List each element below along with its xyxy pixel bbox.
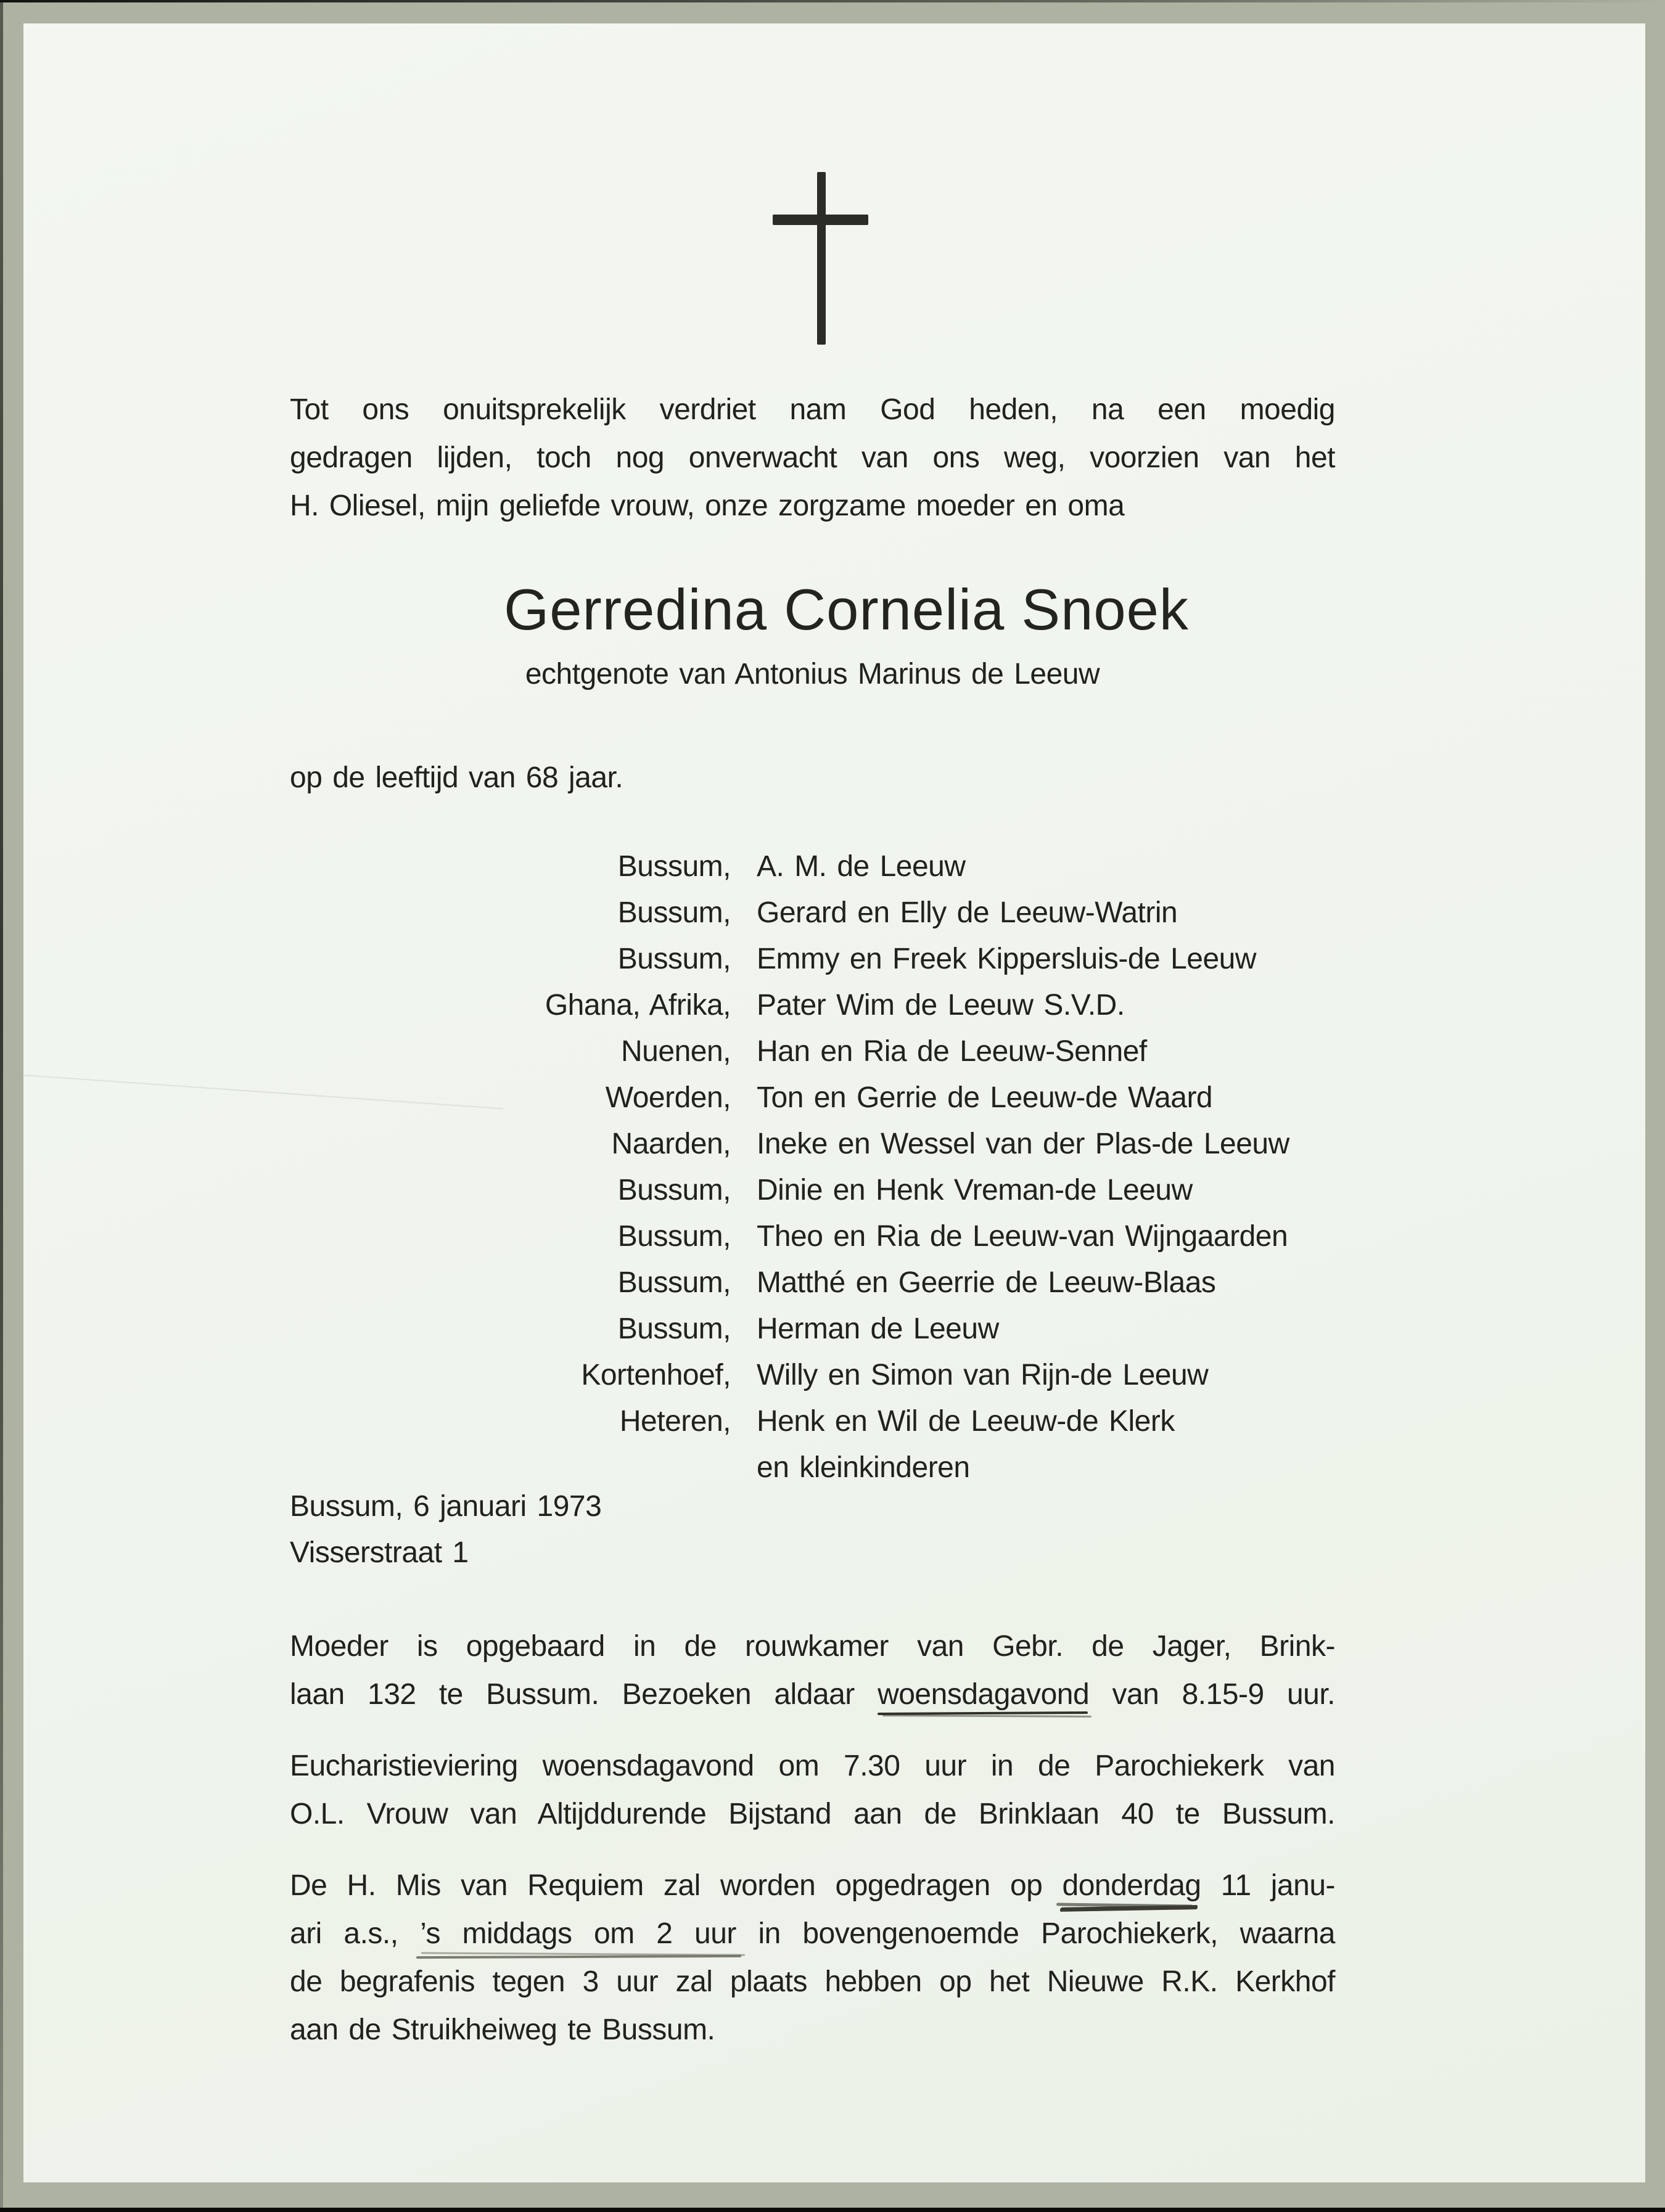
address-line: Visserstraat 1 — [290, 1536, 469, 1569]
relative-name: Dinie en Henk Vreman-de Leeuw — [757, 1174, 1193, 1206]
deceased-name: Gerredina Cornelia Snoek — [504, 577, 1189, 642]
relative-row — [290, 843, 1335, 890]
relative-name: Gerard en Elly de Leeuw-Watrin — [757, 896, 1178, 929]
scan-edge-top — [0, 0, 1665, 2]
relative-row — [290, 1306, 1335, 1352]
intro-line-3: H. Oliesel, mijn geliefde vrouw, onze zorgzame moeder en oma — [290, 490, 1125, 522]
relative-row — [290, 1352, 1335, 1398]
cross-icon — [773, 172, 868, 345]
relative-name: Ton en Gerrie de Leeuw-de Waard — [757, 1081, 1213, 1114]
relative-place: Ghana, Afrika, — [545, 989, 731, 1022]
relative-name: Theo en Ria de Leeuw-van Wijngaarden — [757, 1220, 1288, 1253]
relative-place: Heteren, — [619, 1405, 731, 1438]
relative-place: Bussum, — [617, 1313, 731, 1345]
intro-line-1: Tot ons onuitsprekelijk verdriet nam God heden, na een moedig — [290, 393, 1335, 426]
relative-place: Naarden, — [611, 1128, 731, 1160]
relative-name: Herman de Leeuw — [757, 1313, 999, 1345]
relative-place: Nuenen, — [621, 1035, 731, 1068]
memorial-card — [23, 23, 1645, 2182]
mass-line-2: O.L. Vrouw van Altijddurende Bijstand aan de Brinklaan 40 te Bussum. — [290, 1798, 1335, 1830]
scan-edge-bottom — [0, 2208, 1665, 2212]
grandchildren-line: en kleinkinderen — [757, 1451, 970, 1484]
spouse-line: echtgenote van Antonius Marinus de Leeuw — [525, 658, 1100, 690]
relative-row — [290, 890, 1335, 936]
requiem-paragraph — [290, 1862, 1335, 2054]
relative-row — [290, 1398, 1335, 1444]
relative-place: Bussum, — [617, 1220, 731, 1253]
relative-name: Ineke en Wessel van der Plas-de Leeuw — [757, 1128, 1289, 1160]
relative-place: Woerden, — [605, 1081, 731, 1114]
relative-place: Kortenhoef, — [581, 1359, 731, 1391]
age-line: op de leeftijd van 68 jaar. — [290, 761, 623, 794]
scan-edge-left — [0, 0, 3, 2212]
relative-name: Willy en Simon van Rijn-de Leeuw — [757, 1359, 1209, 1391]
relative-row — [290, 1028, 1335, 1075]
text-segment: ari a.s., — [290, 1917, 421, 1950]
relative-name: Emmy en Freek Kippersluis-de Leeuw — [757, 943, 1257, 975]
relative-place: Bussum, — [617, 896, 731, 929]
viewing-paragraph — [290, 1623, 1335, 1719]
text-segment: van 8.15-9 uur. — [1089, 1678, 1336, 1711]
viewing-line-2 — [290, 1671, 1335, 1719]
underlined-word-woensdagavond: woensdagavond — [878, 1678, 1090, 1711]
relative-row — [290, 1260, 1335, 1306]
text-segment: De H. Mis van Requiem zal worden opgedragen op — [290, 1869, 1063, 1902]
relative-row — [290, 1075, 1335, 1121]
relative-place: Bussum, — [617, 850, 731, 883]
relative-name: Han en Ria de Leeuw-Sennef — [757, 1035, 1147, 1068]
relative-name: A. M. de Leeuw — [757, 850, 966, 883]
intro-paragraph — [290, 386, 1335, 530]
requiem-line-3: de begrafenis tegen 3 uur zal plaats hebben op het Nieuwe R.K. Kerkhof — [290, 1965, 1335, 1998]
mass-line-1: Eucharistieviering woensdagavond om 7.30 uur in de Parochiekerk van — [290, 1750, 1335, 1782]
relative-row — [290, 1121, 1335, 1167]
relatives-list — [290, 843, 1335, 1491]
relative-name: Pater Wim de Leeuw S.V.D. — [757, 989, 1125, 1022]
underlined-phrase-middags: ’s middags om 2 uur — [420, 1917, 736, 1950]
relative-row — [290, 1167, 1335, 1213]
date-address-block — [290, 1483, 1335, 1576]
requiem-line-2 — [290, 1910, 1335, 1958]
relative-place: Bussum, — [617, 1174, 731, 1206]
relative-name: Matthé en Geerrie de Leeuw-Blaas — [757, 1266, 1216, 1299]
text-segment: in bovengenoemde Parochiekerk, waarna — [736, 1917, 1336, 1950]
relative-row — [290, 1213, 1335, 1260]
cross-vertical-bar — [817, 172, 826, 345]
relative-row — [290, 982, 1335, 1028]
intro-line-2: gedragen lijden, toch nog onverwacht van ons weg, voorzien van het — [290, 441, 1335, 474]
cross-horizontal-bar — [773, 215, 868, 225]
relative-place: Bussum, — [617, 1266, 731, 1299]
viewing-line-1: Moeder is opgebaard in de rouwkamer van Gebr. de Jager, Brink- — [290, 1630, 1335, 1663]
underlined-word-donderdag: donderdag — [1062, 1869, 1201, 1902]
text-segment: laan 132 te Bussum. Bezoeken aldaar — [290, 1678, 878, 1711]
requiem-line-1 — [290, 1862, 1335, 1910]
requiem-line-4: aan de Struikheiweg te Bussum. — [290, 2013, 715, 2046]
relative-row — [290, 936, 1335, 982]
relative-name: Henk en Wil de Leeuw-de Klerk — [757, 1405, 1175, 1438]
date-line: Bussum, 6 januari 1973 — [290, 1490, 602, 1523]
relative-place: Bussum, — [617, 943, 731, 975]
text-segment: 11 janu- — [1201, 1869, 1335, 1902]
mass-paragraph — [290, 1742, 1335, 1838]
